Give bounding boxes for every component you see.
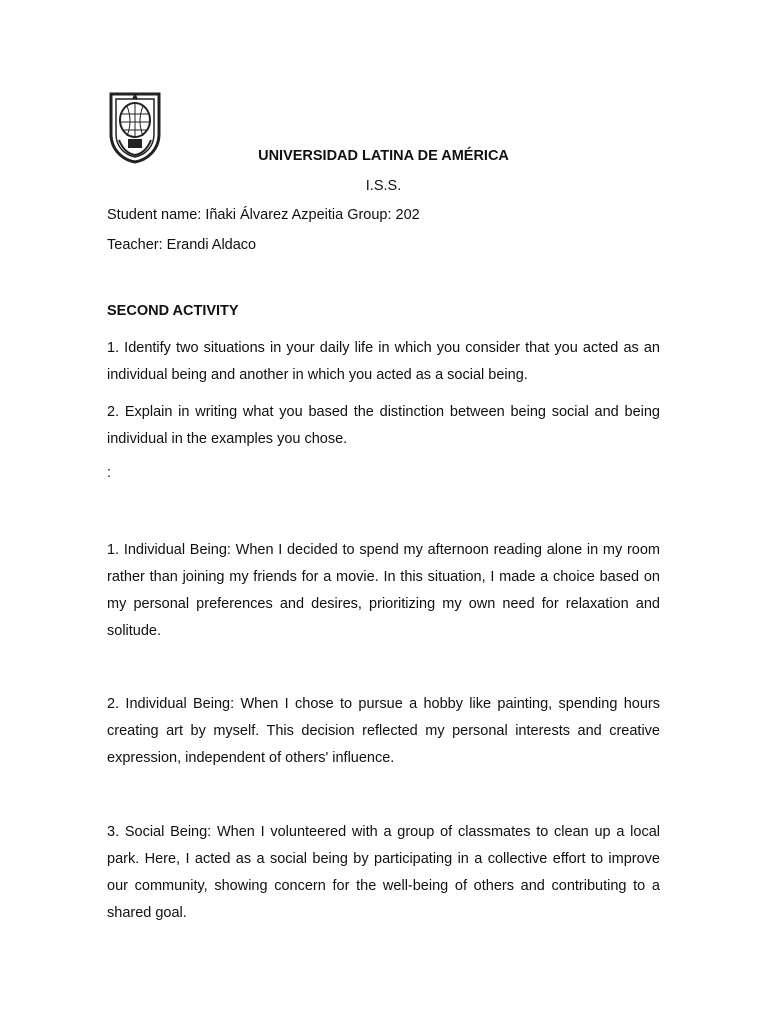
activity-title: SECOND ACTIVITY xyxy=(107,303,239,319)
answer-paragraph: 3. Social Being: When I volunteered with a group of classmates to clean up a local park. Here, I acted as a social being by participating in a collective effort to improve our community, showing concern for the well-being of others and contributing to a shared goal. xyxy=(107,824,660,921)
instruction-2: 2. Explain in writing what you based the distinction between being social and being individual in the examples you chose. xyxy=(107,404,660,447)
separator-mark: : xyxy=(107,465,112,481)
answer-paragraph: 2. Individual Being: When I chose to pursue a hobby like painting, spending hours creating art by myself. This decision reflected my personal interests and creative expression, independent of others' influence. xyxy=(107,696,660,766)
institute-name: I.S.S. xyxy=(365,178,402,194)
teacher-info: Teacher: Erandi Aldaco xyxy=(107,237,257,253)
instruction-1: 1. Identify two situations in your daily life in which you consider that you acted as an individual being and another in which you acted as a social being. xyxy=(107,340,660,383)
answer-paragraph: 1. Individual Being: When I decided to spend my afternoon reading alone in my room rather than joining my friends for a movie. In this situation, I made a choice based on my personal preferences and desires, prioritizing my own need for relaxation and solitude. xyxy=(107,542,660,639)
university-title: UNIVERSIDAD LATINA DE AMÉRICA xyxy=(258,148,509,164)
student-info: Student name: Iñaki Álvarez Azpeitia Group: 202 xyxy=(107,207,420,223)
